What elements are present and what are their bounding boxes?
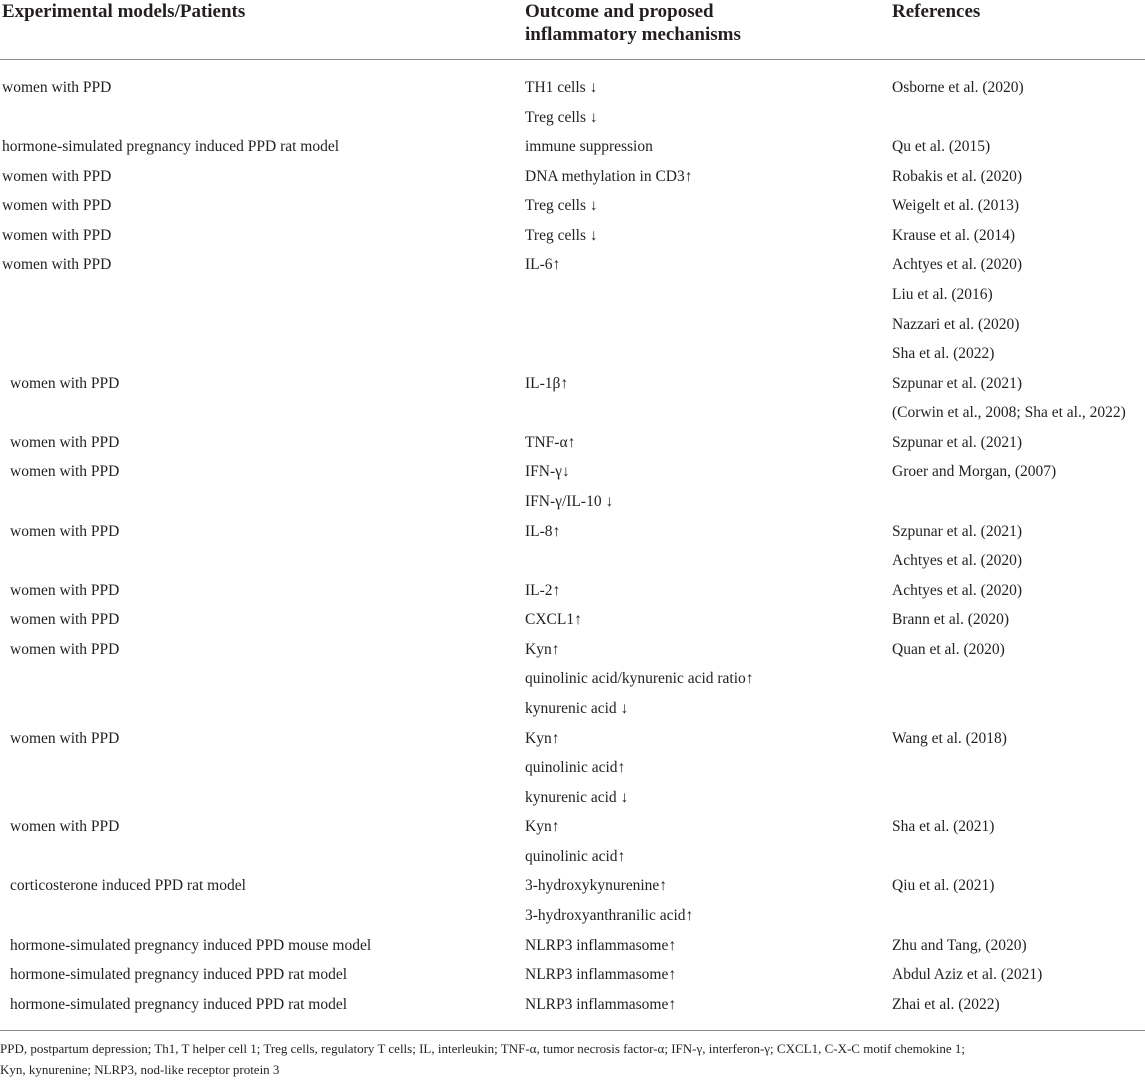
cell-outcome: quinolinic acid↑ [525, 759, 626, 777]
cell-model: women with PPD [10, 818, 120, 836]
table-row [0, 935, 1145, 957]
table-row [0, 254, 1145, 276]
cell-model: hormone-simulated pregnancy induced PPD mouse model [10, 936, 372, 954]
table-row [0, 373, 1145, 395]
cell-model: women with PPD [10, 433, 120, 451]
table-row [0, 728, 1145, 750]
table-row [0, 875, 1145, 897]
cell-model: corticosterone induced PPD rat model [10, 877, 246, 895]
cell-model: women with PPD [10, 522, 120, 540]
table-row [0, 698, 1145, 720]
cell-reference: Nazzari et al. (2020) [892, 315, 1020, 333]
cell-reference: Liu et al. (2016) [892, 286, 993, 303]
cell-outcome: 3-hydroxykynurenine↑ [525, 877, 668, 895]
cell-model: women with PPD [2, 79, 112, 96]
header-col2-line2: inflammatory mechanisms [525, 24, 741, 45]
cell-outcome: IL-2↑ [525, 581, 561, 599]
cell-model: women with PPD [2, 197, 112, 215]
cell-outcome: NLRP3 inflammasome↑ [525, 966, 677, 984]
cell-outcome: IL-1β↑ [525, 374, 569, 392]
table-row [0, 905, 1145, 927]
table-row [0, 402, 1145, 424]
cell-outcome: IFN-γ/IL-10 ↓ [525, 493, 614, 510]
table-footnote [0, 1038, 1145, 1080]
table-row [0, 609, 1145, 631]
cell-outcome: kynurenic acid ↓ [525, 788, 629, 806]
cell-reference: Wang et al. (2018) [892, 729, 1007, 747]
cell-reference: Qiu et al. (2021) [892, 877, 995, 895]
table-bottom-rule [0, 1030, 1145, 1031]
table-row [0, 225, 1145, 247]
table-row [0, 195, 1145, 217]
table-row [0, 757, 1145, 779]
table-row [0, 136, 1145, 158]
header-col1-text: Experimental models/Patients [2, 1, 246, 22]
cell-outcome: Kyn↑ [525, 818, 560, 836]
cell-reference: Robakis et al. (2020) [892, 167, 1023, 185]
cell-reference: Brann et al. (2020) [892, 611, 1010, 629]
table-row [0, 166, 1145, 188]
table-row [0, 521, 1145, 543]
cell-model: women with PPD [2, 256, 112, 274]
cell-outcome: Kyn↑ [525, 640, 560, 658]
cell-model: women with PPD [10, 729, 120, 747]
cell-model: hormone-simulated pregnancy induced PPD rat model [10, 995, 348, 1013]
cell-model: women with PPD [10, 611, 120, 629]
cell-reference: Szpunar et al. (2021) [892, 433, 1022, 451]
cell-model: women with PPD [10, 640, 120, 658]
cell-reference: Quan et al. (2020) [892, 640, 1005, 658]
cell-reference: Krause et al. (2014) [892, 226, 1016, 244]
table-row [0, 550, 1145, 572]
cell-outcome: quinolinic acid/kynurenic acid ratio↑ [525, 670, 754, 688]
cell-reference: Achtyes et al. (2020) [892, 552, 1022, 570]
cell-reference: Weigelt et al. (2013) [892, 197, 1020, 215]
cell-model: hormone-simulated pregnancy induced PPD rat model [10, 966, 348, 984]
header-col2-line1: Outcome and proposed [525, 1, 714, 22]
table-row [0, 787, 1145, 809]
cell-model: hormone-simulated pregnancy induced PPD rat model [2, 138, 340, 156]
cell-outcome: NLRP3 inflammasome↑ [525, 936, 677, 954]
table-row [0, 639, 1145, 661]
cell-reference: Abdul Aziz et al. (2021) [892, 966, 1043, 984]
cell-outcome: quinolinic acid↑ [525, 847, 626, 865]
cell-reference: Zhu and Tang, (2020) [892, 936, 1027, 954]
cell-outcome: 3-hydroxyanthranilic acid↑ [525, 907, 694, 924]
cell-outcome: DNA methylation in CD3↑ [525, 167, 693, 185]
table-row [0, 432, 1145, 454]
cell-model: women with PPD [10, 581, 120, 599]
table-row [0, 491, 1145, 513]
cell-reference: Sha et al. (2021) [892, 818, 995, 836]
table-row [0, 580, 1145, 602]
footnote-line-2: Kyn, kynurenine; NLRP3, nod-like receptor protein 3 [0, 1062, 280, 1077]
table-row [0, 668, 1145, 690]
cell-reference: Szpunar et al. (2021) [892, 374, 1022, 392]
cell-outcome: kynurenic acid ↓ [525, 700, 629, 717]
cell-outcome: CXCL1↑ [525, 611, 582, 629]
table-row [0, 461, 1145, 483]
cell-reference: Groer and Morgan, (2007) [892, 463, 1057, 481]
cell-outcome: NLRP3 inflammasome↑ [525, 995, 677, 1013]
cell-outcome: Treg cells ↓ [525, 108, 598, 126]
cell-outcome: IL-8↑ [525, 522, 561, 540]
cell-outcome: Treg cells ↓ [525, 226, 598, 244]
cell-reference: Achtyes et al. (2020) [892, 581, 1022, 599]
table-row [0, 846, 1145, 868]
cell-outcome: TH1 cells ↓ [525, 79, 598, 96]
table-row [0, 816, 1145, 838]
cell-outcome: IL-6↑ [525, 256, 561, 274]
footnote-line-1: PPD, postpartum depression; Th1, T helper cell 1; Treg cells, regulatory T cells; IL, interleukin; TNF-α, tumor necrosis factor-α; IFN-γ, interferon-γ; CXCL1, C-X-C motif chemokine 1; [0, 1041, 966, 1056]
cell-model: women with PPD [10, 374, 120, 392]
table-row [0, 77, 1145, 99]
cell-outcome: TNF-α↑ [525, 433, 576, 451]
table-row [0, 314, 1145, 336]
cell-model: women with PPD [10, 463, 120, 481]
table-row [0, 343, 1145, 365]
table-row [0, 107, 1145, 129]
cell-reference: Qu et al. (2015) [892, 138, 991, 156]
cell-reference: (Corwin et al., 2008; Sha et al., 2022) [892, 404, 1126, 422]
header-col3-text: References [892, 1, 981, 22]
cell-model: women with PPD [2, 226, 112, 244]
table-row [0, 284, 1145, 306]
cell-outcome: IFN-γ↓ [525, 463, 570, 481]
table-row [0, 964, 1145, 986]
cell-reference: Achtyes et al. (2020) [892, 256, 1022, 274]
cell-reference: Osborne et al. (2020) [892, 79, 1024, 96]
cell-model: women with PPD [2, 167, 112, 185]
cell-outcome: Kyn↑ [525, 729, 560, 747]
cell-reference: Zhai et al. (2022) [892, 995, 1000, 1013]
table-row [0, 994, 1145, 1016]
cell-outcome: Treg cells ↓ [525, 197, 598, 215]
cell-reference: Szpunar et al. (2021) [892, 522, 1022, 540]
cell-reference: Sha et al. (2022) [892, 345, 995, 363]
cell-outcome: immune suppression [525, 138, 653, 156]
